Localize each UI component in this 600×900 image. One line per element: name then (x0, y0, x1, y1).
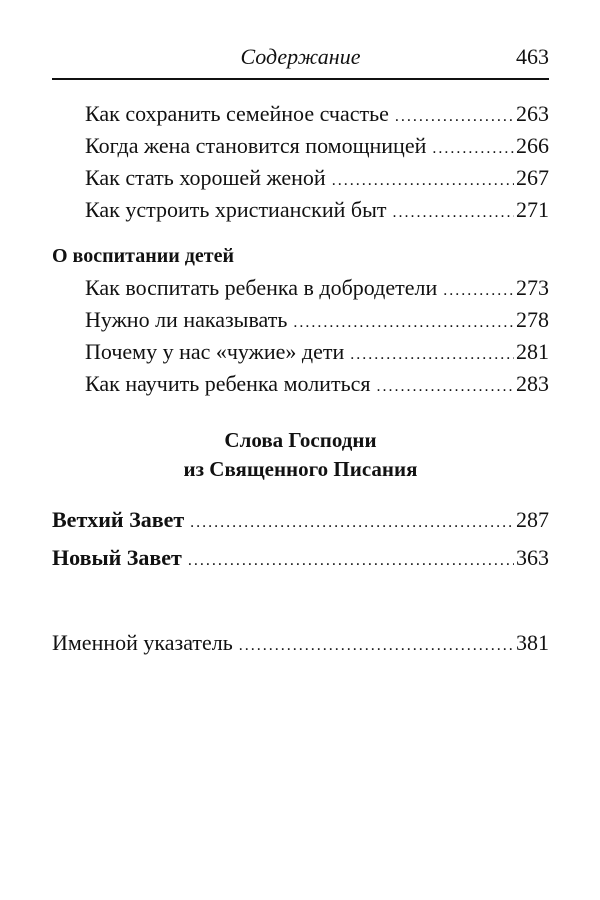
leader-dots (190, 507, 514, 539)
toc-entry-label: Нужно ли наказывать (85, 307, 288, 332)
toc-entry-label: Как сохранить семейное счастье (85, 101, 389, 126)
toc-entry[interactable] (52, 130, 549, 162)
toc-group-children (52, 240, 549, 400)
toc-entry[interactable] (52, 368, 549, 400)
toc-entry[interactable] (52, 504, 549, 542)
toc-entry[interactable] (52, 272, 549, 304)
toc-entry-page: 281 (516, 339, 549, 364)
toc-entry-label: Ветхий Завет (52, 507, 185, 532)
toc-entry-label: Как воспитать ребенка в добродетели (85, 275, 438, 300)
toc-entry-page: 283 (516, 371, 549, 396)
section-heading: О воспитании детей (52, 245, 235, 267)
toc-entry-page: 363 (516, 545, 549, 570)
toc-entry[interactable] (52, 542, 549, 574)
toc-entry[interactable] (52, 336, 549, 368)
toc-entry-page: 271 (516, 197, 549, 222)
leader-dots (443, 275, 514, 307)
leader-dots (432, 133, 514, 165)
leader-dots (332, 165, 514, 197)
toc-entry[interactable] (52, 627, 549, 659)
leader-dots (376, 371, 514, 403)
toc-entry-page: 287 (516, 507, 549, 532)
toc-group-family (52, 98, 549, 226)
toc-group-index (52, 627, 549, 659)
toc-entry-label: Как стать хорошей женой (85, 165, 326, 190)
toc-group-scripture (52, 504, 549, 574)
leader-dots (293, 307, 514, 339)
page-number: 463 (516, 44, 549, 69)
toc-entry-page: 267 (516, 165, 549, 190)
toc-entry-label: Новый Завет (52, 545, 182, 570)
part-title-line1: Слова Господни (224, 428, 377, 452)
toc-entry-page: 381 (516, 630, 549, 655)
toc-entry[interactable] (52, 162, 549, 194)
toc-entry-page: 266 (516, 133, 549, 158)
toc-entry-label: Именной указатель (52, 630, 233, 655)
toc-entry[interactable] (52, 98, 549, 130)
part-title (52, 426, 549, 484)
leader-dots (392, 197, 514, 229)
running-header (52, 44, 549, 70)
running-header-title: Содержание (240, 44, 361, 69)
toc-entry-page: 263 (516, 101, 549, 126)
toc-entry-label: Как научить ребенка молиться (85, 371, 371, 396)
toc-entry-page: 273 (516, 275, 549, 300)
part-title-line2: из Священного Писания (183, 457, 418, 481)
toc-entry-label: Когда жена становится помощницей (85, 133, 427, 158)
leader-dots (188, 545, 514, 577)
leader-dots (350, 339, 514, 371)
toc-entry-page: 278 (516, 307, 549, 332)
toc-entry[interactable] (52, 194, 549, 226)
toc-entry-label: Как устроить христианский быт (85, 197, 387, 222)
leader-dots (239, 630, 514, 662)
leader-dots (395, 101, 514, 133)
toc-entry[interactable] (52, 304, 549, 336)
toc-entry-label: Почему у нас «чужие» дети (85, 339, 345, 364)
header-rule (52, 78, 549, 80)
